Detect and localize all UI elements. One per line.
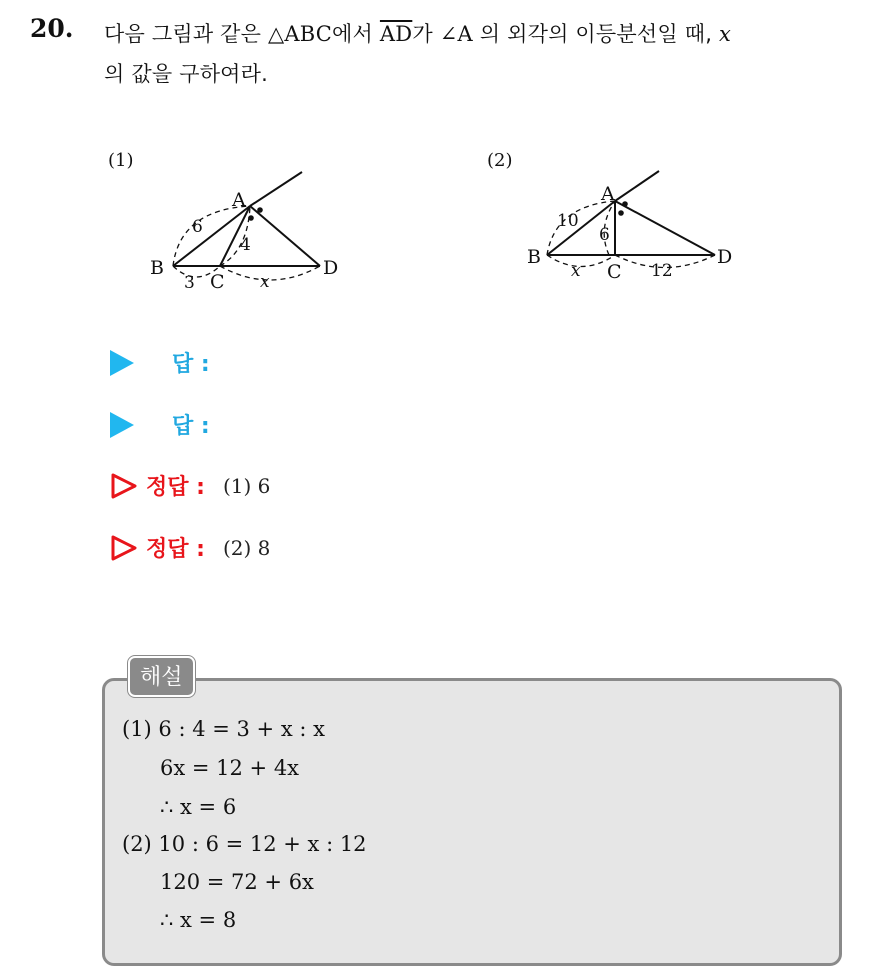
correct-answer-row-2 [110,532,270,563]
question-text-part: 다음 그림과 같은 [104,22,269,46]
angle-symbol: ∠A [439,22,473,46]
explanation-tab: 해설 [128,656,195,697]
figure1-length-bc: 3 [184,273,195,293]
figure1-label: (1) [108,150,134,171]
play-arrow-icon [110,412,134,438]
explanation-line: (2) 10 : 6 = 12 + x : 12 [122,832,367,856]
correct-answer-label: 정답 : [146,475,205,500]
figure1-extension-line [250,172,302,206]
figure1-side-ab [173,206,250,266]
question-text-line1 [104,18,731,48]
figure1-diagram [140,170,350,295]
explanation-line: 6x = 12 + 4x [160,756,300,780]
explanation-line: ∴ x = 6 [160,795,237,819]
figure2-arc-bc [547,255,615,267]
figure2-length-ac: 6 [599,225,610,245]
question-text-line2: 의 값을 구하여라. [104,62,269,86]
figure2-length-ab: 10 [557,211,579,231]
answer-label: 답 : [172,414,210,439]
figure1-point-d: D [323,257,339,279]
explanation-line: 120 = 72 + 6x [160,870,314,894]
correct-answer-value: (2) 8 [222,535,271,560]
figure2-length-bc: x [571,261,581,281]
segment-ad: $\overline{AD}$ [379,22,413,46]
correct-answer-label: 정답 : [146,537,205,562]
outline-arrow-icon [110,534,138,562]
figure1-point-c: C [210,271,225,293]
figure2-angle-dot [622,201,628,207]
figure2-point-a: A [601,183,615,205]
figure1-length-ab: 6 [192,217,203,237]
figure2-point-d: D [717,246,733,268]
figure1-side-ad [250,206,320,266]
question-text-part: 가 [412,22,440,46]
figure2-extension-line [615,171,659,201]
explanation-line: (1) 6 : 4 = 3 + x : x [122,717,325,741]
explanation-line: ∴ x = 8 [160,908,237,932]
figure2-label: (2) [487,150,513,171]
outline-arrow-icon [110,472,138,500]
figure2-diagram [525,168,745,283]
correct-answer-value: (1) 6 [222,473,271,498]
question-text-part: 의 외각의 이등분선일 때, [472,22,719,46]
figure1-angle-dot [248,215,254,221]
figure2-angle-dot [618,210,624,216]
figure1-point-a: A [232,189,246,211]
figure1-angle-dot [257,207,263,213]
correct-answer-row-1 [110,470,270,501]
variable-x: x [718,22,732,46]
question-number: 20. [30,14,74,43]
play-arrow-icon [110,350,134,376]
figure1-point-b: B [150,257,164,279]
answer-row-2 [110,409,210,440]
triangle-symbol: △ABC [268,22,333,46]
figure1-length-ac: 4 [240,235,251,255]
figure2-point-c: C [607,261,622,283]
figure1-length-cd: x [260,272,270,292]
figure2-length-cd: 12 [651,261,673,281]
question-text-part: 에서 [332,22,380,46]
figure2-side-ad [615,201,715,255]
answer-row-1 [110,347,210,378]
answer-label: 답 : [172,352,210,377]
figure2-point-b: B [527,246,541,268]
figure1-arc-cd [220,266,320,280]
